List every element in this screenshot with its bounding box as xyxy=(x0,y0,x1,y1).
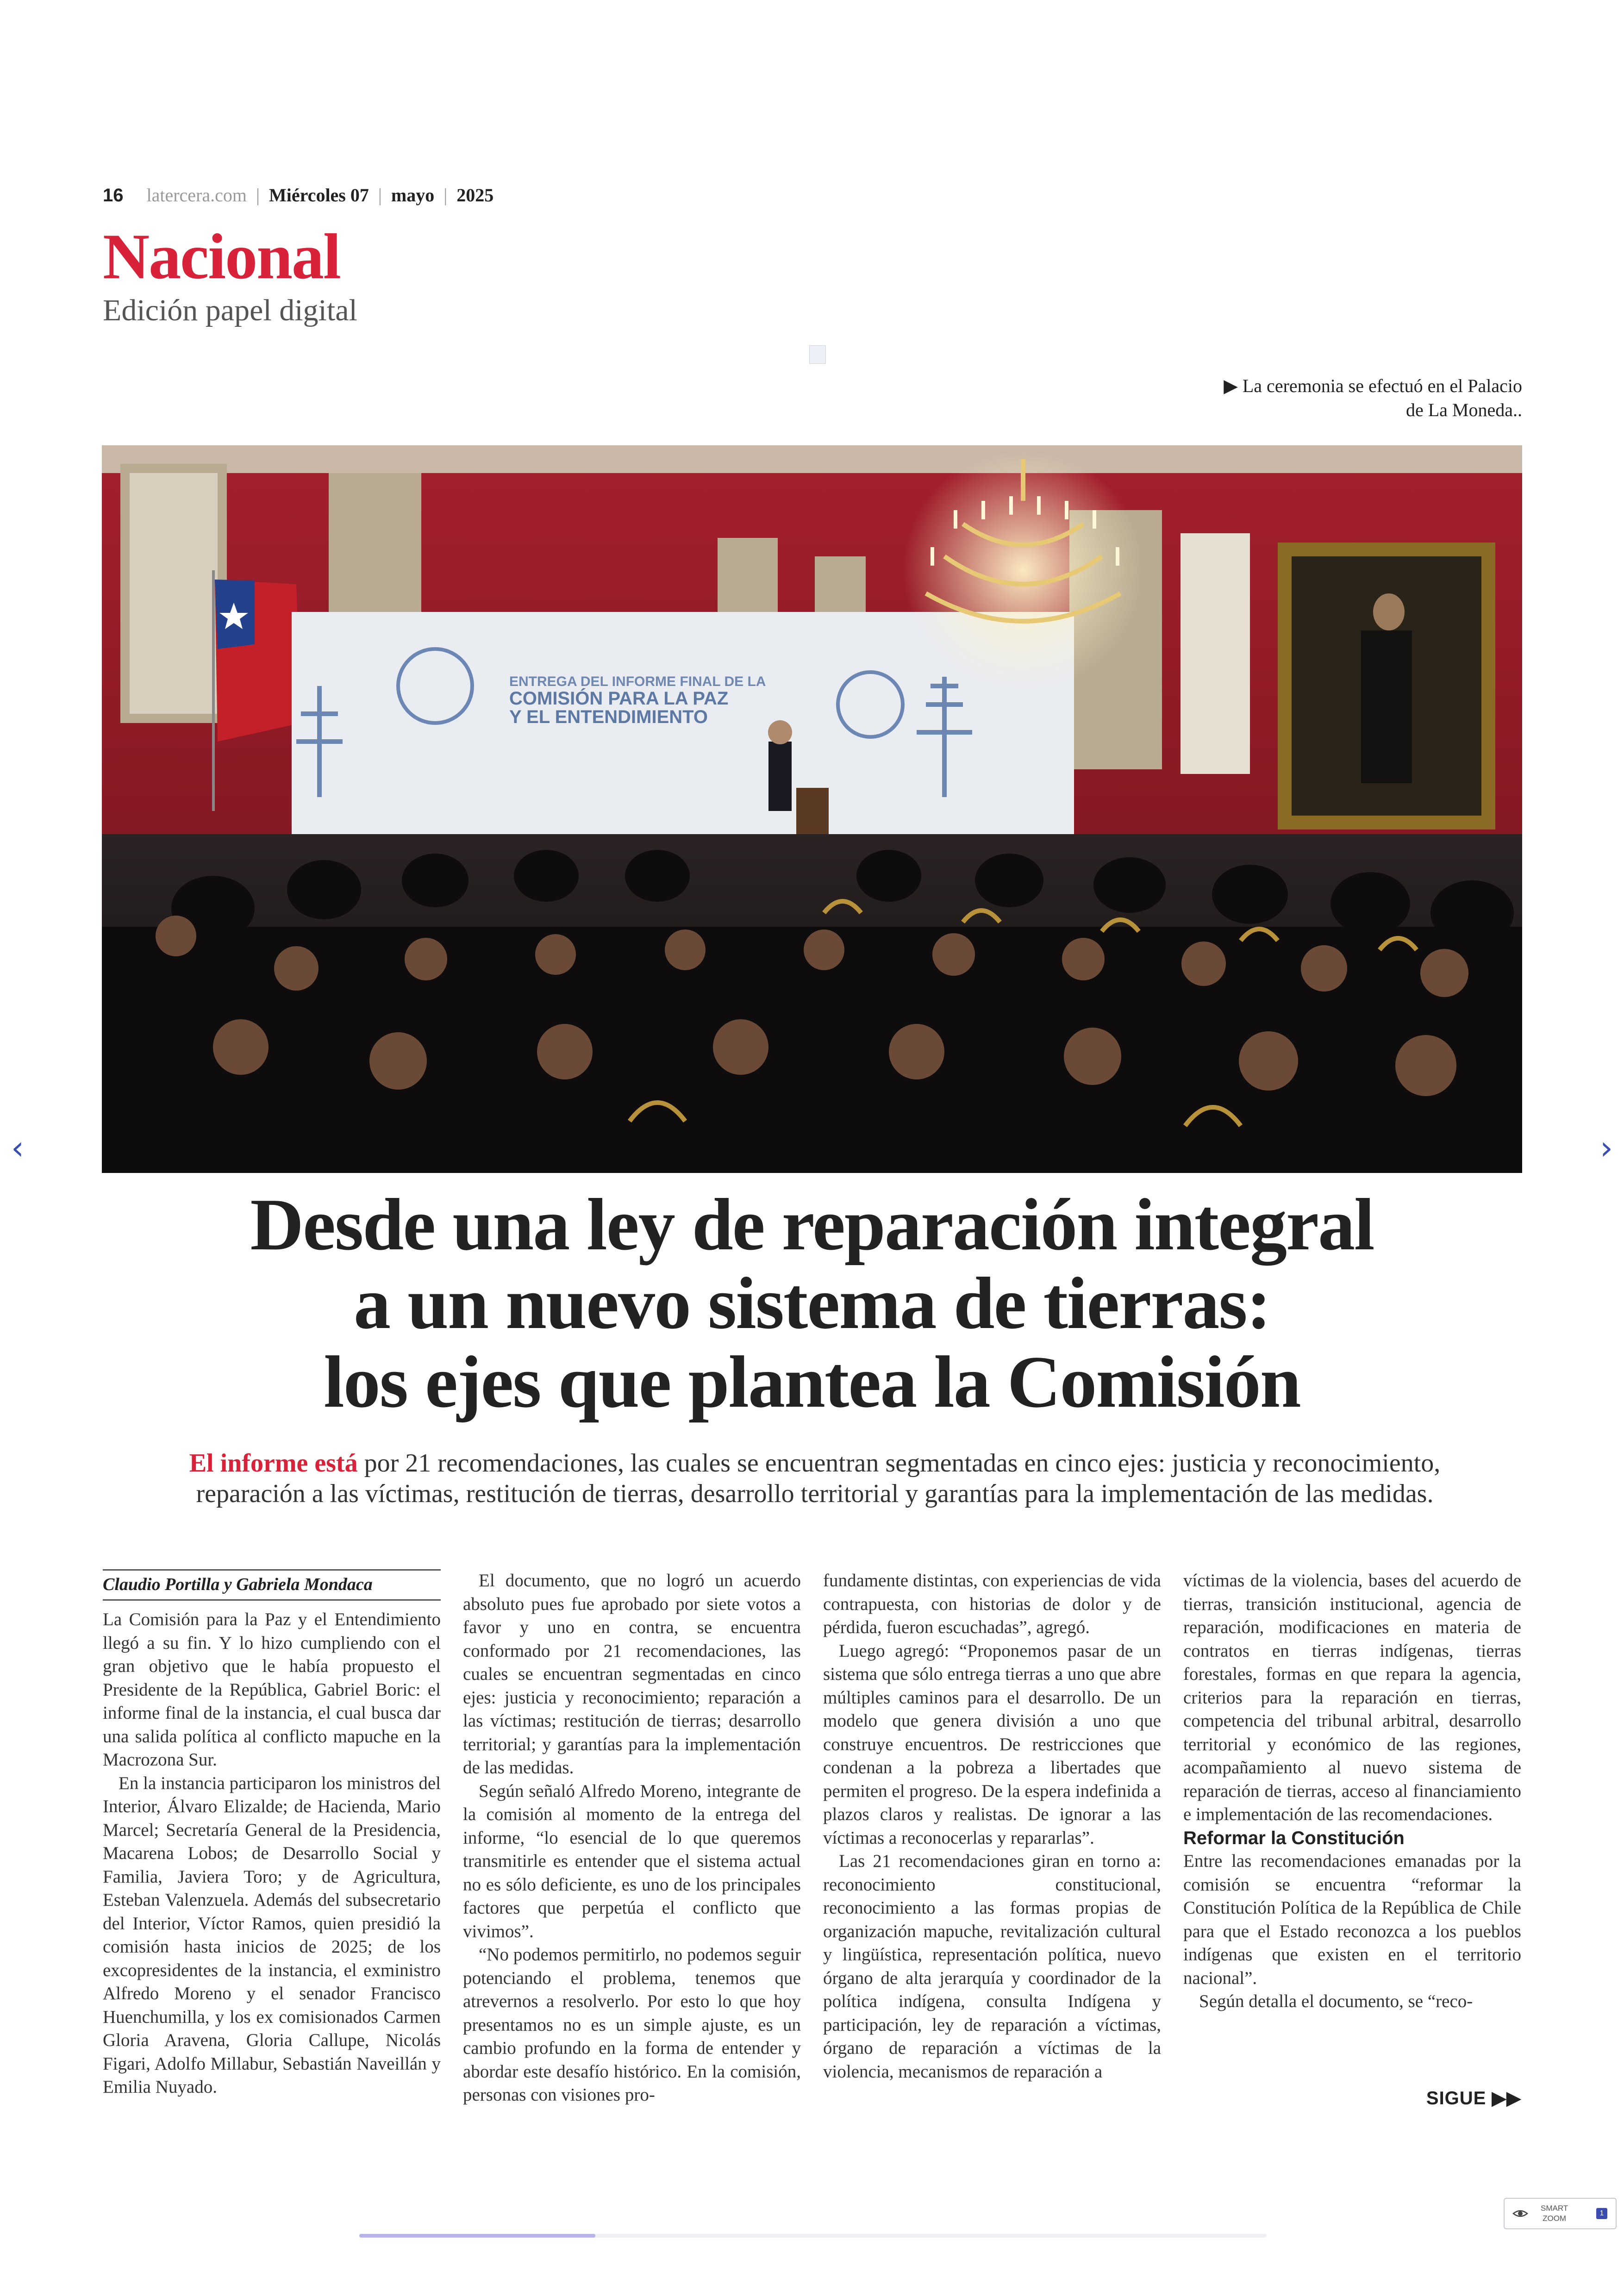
article-column-1 xyxy=(103,1569,441,2099)
date-year: 2025 xyxy=(456,185,494,206)
backdrop-text: ENTREGA DEL INFORME FINAL DE LA xyxy=(509,674,766,689)
paragraph: Según detalla el documento, se “reco- xyxy=(1199,1991,1473,2011)
page-header: 16 latercera.com | Miércoles 07 | mayo | 2025 xyxy=(103,185,494,206)
lead-text: reparación a las víctimas, restitución de tierras, desarrollo territorial y garantías para la implementación de las medidas. xyxy=(196,1479,1434,1508)
headline-line: Desde una ley de reparación integral xyxy=(250,1183,1374,1266)
article-lead xyxy=(134,1448,1495,1509)
date-month: mayo xyxy=(391,185,435,206)
lead-text: por 21 recomendaciones, las cuales se encuentran segmentadas en cinco ejes: justicia y reconocimiento, xyxy=(357,1449,1441,1478)
page-number: 16 xyxy=(103,185,124,206)
smart-zoom-label xyxy=(1541,2203,1568,2224)
caption-line: ▶ La ceremonia se efectuó en el Palacio xyxy=(1224,375,1522,396)
paragraph: “No podemos permitirlo, no podemos seguir potenciando el problema, tenemos que atrevernos a resolverlo. Por esto lo que hoy presentamos no es un simple ajuste, es un cambio profundo en la forma de entender y abordar este desafío histórico. En la comisión, personas con visiones pro- xyxy=(463,1945,801,2105)
section-subtitle: Edición papel digital xyxy=(103,293,357,327)
smart-zoom-button[interactable] xyxy=(1504,2198,1617,2229)
article-column-4 xyxy=(1183,1569,1521,2014)
paragraph: Las 21 recomendaciones giran en torno a: reconocimiento constitucional, reconocimiento a las formas propias de organización mapuche, revitalización cultural y lingüística, representación política, nuevo órgano de alta jerarquía y coordinador de la política indígena, consulta Indígena y participación, ley de reparación a víctimas, órgano de reparación a víctimas de la violencia, mecanismos de reparación a xyxy=(823,1851,1161,2082)
photo-caption xyxy=(1170,374,1522,422)
site-name[interactable]: latercera.com xyxy=(146,185,247,206)
page-marker xyxy=(809,345,826,364)
paragraph: Luego agregó: “Proponemos pasar de un sistema que sólo entrega tierras a uno que abre múltiples caminos para el desarrollo. De un modelo que genera división a uno que construye encuentros. De restricciones que condenan a la pobreza a libertades que permiten el progreso. De la espera indefinida a plazos claros y realistas. De ignorar a las víctimas a reconocerlas y repararlas”. xyxy=(823,1640,1161,1848)
section-title: Nacional xyxy=(103,221,340,293)
paragraph: La Comisión para la Paz y el Entendimiento llegó a su fin. Y lo hizo cumpliendo con el gran objetivo que le había propuesto el Presidente de la República, Gabriel Boric: el informe final de la instancia, el cual busca dar una salida política al conflicto mapuche en la Macrozona Sur. xyxy=(103,1609,441,1770)
paragraph: Según señaló Alfredo Moreno, integrante de la comisión al momento de la entrega del informe, “lo esencial de lo que queremos transmitirle es entender que el sistema actual no es sólo deficiente, es uno de los principales factores que perpetúa el conflicto que vivimos”. xyxy=(463,1781,801,1941)
continue-label: SIGUE ▶▶ xyxy=(1426,2088,1521,2108)
page-progress-fill xyxy=(359,2234,595,2238)
subheading: Reformar la Constitución xyxy=(1183,1827,1405,1848)
eye-icon xyxy=(1512,2205,1529,2222)
byline: Claudio Portilla y Gabriela Mondaca xyxy=(103,1569,441,1601)
headline-line: los ejes que plantea la Comisión xyxy=(324,1341,1300,1423)
date-day: Miércoles 07 xyxy=(269,185,369,206)
headline-line: a un nuevo sistema de tierras: xyxy=(354,1262,1270,1344)
paragraph: En la instancia participaron los ministros del Interior, Álvaro Elizalde; de Hacienda, Mario Marcel; Secretaría General de la Presidencia, Macarena Lobos; de Desarrollo Social y Familia, Javiera Toro; y de Agricultura, Esteban Valenzuela. Además del subsecretario del Interior, Víctor Ramos, quien presidió la comisión hasta inicios de 2025; de los excopresidentes de la instancia, el exministro Alfredo Moreno y el senador Francisco Huenchumilla, y los ex comisionados Carmen Gloria Aravena, Gloria Callupe, Nicolás Figari, Adolfo Millabur, Sebastián Naveillán y Emilia Nuyado. xyxy=(103,1773,441,2097)
caption-line: de La Moneda.. xyxy=(1405,399,1522,420)
next-page-button[interactable]: › xyxy=(1600,1129,1613,1167)
previous-page-button[interactable]: ‹ xyxy=(11,1129,24,1167)
page-progress-bar[interactable] xyxy=(359,2234,1267,2238)
article-column-2 xyxy=(463,1569,801,2107)
paragraph: víctimas de la violencia, bases del acuerdo de tierras, transición institucional, agencia de reparación, modificaciones en materia de contratos en tierras indígenas, tierras forestales, formas en que repara la agencia, criterios para la reparación en tierras, competencia del tribunal arbitral, desarrollo territorial y económico de las regiones, acompañamiento al nuevo sistema de reparación de tierras, acceso al financiamiento e implementación de las recomendaciones. xyxy=(1183,1571,1521,1824)
ceremony-photo xyxy=(102,445,1522,1173)
ceremony-photo-illustration xyxy=(102,445,1522,1173)
smart-zoom-label-line: ZOOM xyxy=(1543,2214,1567,2223)
paragraph: fundamente distintas, con experiencias de vida contrapuesta, con historias de dolor y de pérdida, fueron escuchadas”, agregó. xyxy=(823,1571,1161,1637)
article-headline xyxy=(102,1185,1522,1421)
smart-zoom-badge: 1 xyxy=(1596,2208,1607,2219)
lead-highlight: El informe está xyxy=(189,1449,358,1478)
backdrop-text: Y EL ENTENDIMIENTO xyxy=(509,707,708,727)
smart-zoom-label-line: SMART xyxy=(1541,2204,1568,2213)
backdrop-text: COMISIÓN PARA LA PAZ xyxy=(509,688,729,709)
paragraph: El documento, que no logró un acuerdo absoluto pues fue aprobado por siete votos a favor y uno en contra, se encuentra conformado por 21 recomendaciones, las cuales se encuentran segmentadas en cinco ejes: justicia y reconocimiento; reparación a las víctimas; restitución de tierras; desarrollo territorial; y garantías para la implementación de las medidas. xyxy=(463,1571,801,1777)
paragraph: Entre las recomendaciones emanadas por la comisión se encuentra “reformar la Constitución Política de la República de Chile para que el Estado reconozca a los pueblos indígenas que existen en el territorio nacional”. xyxy=(1183,1851,1521,1988)
article-column-3 xyxy=(823,1569,1161,2083)
